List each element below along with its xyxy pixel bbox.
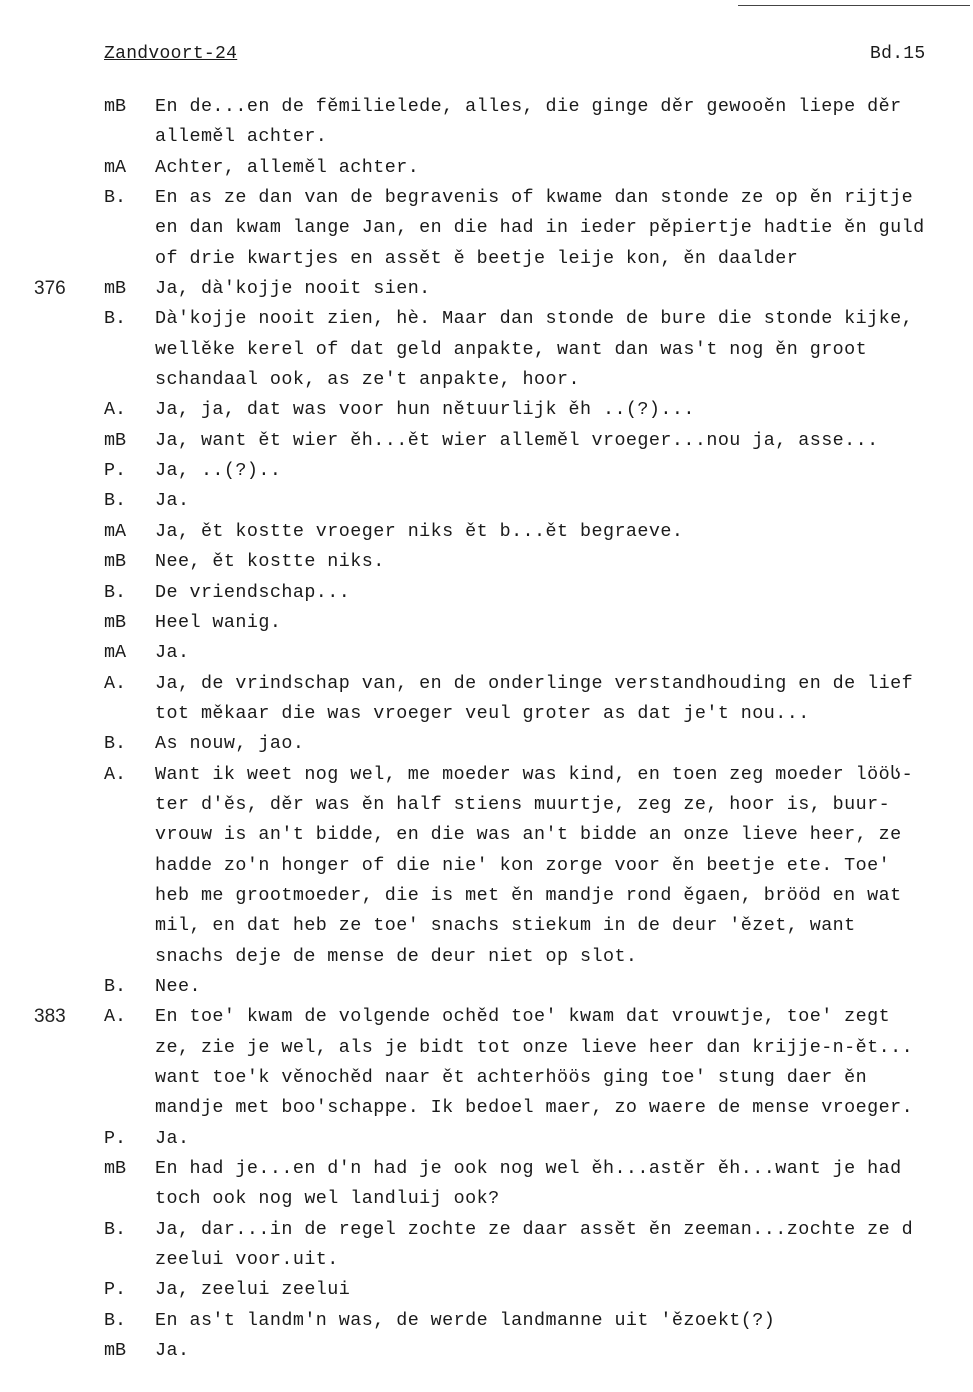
utterance-text: vrouw is an't bidde, en die was an't bidde an onze lieve heer, ze	[155, 824, 902, 846]
utterance-text: tot měkaar die was vroeger veul groter as dat je't nou...	[155, 702, 810, 724]
utterance-text: Want ik weet nog wel, me moeder was kind, en toen zeg moeder lööს-	[155, 763, 914, 785]
utterance-text: Ja.	[155, 1127, 190, 1149]
transcript-line	[0, 820, 973, 850]
transcript-line	[0, 213, 973, 243]
utterance-text: alleměl achter.	[155, 126, 328, 148]
speaker-label: mB	[104, 1158, 127, 1180]
transcript-line	[0, 972, 973, 1002]
page-header-tape-number: Bd.15	[870, 44, 926, 64]
utterance-text: As nouw, jao.	[155, 733, 305, 755]
transcript-line	[0, 1124, 973, 1154]
utterance-text: want toe'k věnochěd naar ět achterhöös ging toe' stung daer ěn	[155, 1067, 868, 1088]
utterance-text: en dan kwam lange Jan, en die had in ieder pěpiertje hadtie ěn guld	[155, 217, 925, 239]
speaker-label: mB	[104, 1340, 127, 1362]
transcript-line	[0, 699, 973, 729]
utterance-text: mil, en dat heb ze toe' snachs stiekum in de deur 'ězet, want	[155, 915, 856, 937]
utterance-text: En de...en de fěmilielede, alles, die ginge děr gewooěn liepe děr	[155, 96, 902, 117]
utterance-text: Heel wanig.	[155, 611, 282, 633]
speaker-label: mA	[104, 520, 127, 542]
margin-line-number: 376	[34, 278, 66, 300]
utterance-text: Ja, dà'kojje nooit sien.	[155, 278, 431, 300]
transcript-line	[0, 335, 973, 365]
transcript-line	[0, 578, 973, 608]
utterance-text: Ja.	[155, 1340, 190, 1362]
transcript-line	[0, 760, 973, 790]
top-rule	[738, 5, 970, 6]
transcript-line	[0, 153, 973, 183]
utterance-text: snachs deje de mense de deur niet op slot.	[155, 945, 638, 967]
transcript-line	[0, 486, 973, 516]
utterance-text: zeelui voor.uit.	[155, 1249, 339, 1271]
speaker-label: mB	[104, 278, 127, 300]
utterance-text: De vriendschap...	[155, 581, 351, 603]
transcript-line	[0, 1306, 973, 1336]
speaker-label: mB	[104, 429, 127, 451]
speaker-label: B.	[104, 1218, 127, 1240]
speaker-label: A.	[104, 399, 127, 421]
utterance-text: Dà'kojje nooit zien, hè. Maar dan stonde de bure die stonde kijke,	[155, 308, 914, 330]
utterance-text: Ja, ja, dat was voor hun nětuurlijk ěh ..(?)...	[155, 399, 695, 421]
utterance-text: Ja.	[155, 642, 190, 664]
utterance-text: Ja, dar...in de regel zochte ze daar assět ěn zeeman...zochte ze d	[155, 1218, 914, 1240]
transcript-line	[0, 92, 973, 122]
transcript-line	[0, 729, 973, 759]
speaker-label: P.	[104, 1279, 127, 1301]
speaker-label: mB	[104, 96, 127, 117]
speaker-label: B.	[104, 490, 127, 512]
speaker-label: A.	[104, 672, 127, 694]
utterance-text: En as't landm'n was, de werde landmanne uit 'ězoekt(?)	[155, 1309, 776, 1331]
transcript-line	[0, 1033, 973, 1063]
transcript-line	[0, 1215, 973, 1245]
transcript-line	[0, 517, 973, 547]
transcript-line	[0, 1245, 973, 1275]
utterance-text: Achter, alleměl achter.	[155, 156, 420, 178]
utterance-text: En toe' kwam de volgende ochěd toe' kwam dat vrouwtje, toe' zegt	[155, 1006, 891, 1028]
page-header-location: Zandvoort-24	[104, 44, 238, 64]
speaker-label: A.	[104, 763, 127, 785]
transcript-line	[0, 426, 973, 456]
transcript-line	[0, 1063, 973, 1093]
speaker-label: mA	[104, 156, 127, 178]
speaker-label: B.	[104, 1309, 127, 1331]
transcript-line	[0, 395, 973, 425]
speaker-label: mA	[104, 642, 127, 664]
transcript-line	[0, 183, 973, 213]
transcript-line	[0, 274, 973, 304]
utterance-text: hadde zo'n honger of die nie' kon zorge voor ěn beetje ete. Toe'	[155, 854, 891, 876]
utterance-text: toch ook nog wel landluij ook?	[155, 1188, 500, 1210]
speaker-label: B.	[104, 733, 127, 755]
utterance-text: En as ze dan van de begravenis of kwame dan stonde ze op ěn rijtje	[155, 187, 914, 209]
transcript-line	[0, 1093, 973, 1123]
transcript-line	[0, 1275, 973, 1305]
speaker-label: B.	[104, 581, 127, 603]
transcript-line	[0, 881, 973, 911]
transcript-line	[0, 1002, 973, 1032]
speaker-label: mB	[104, 551, 127, 573]
utterance-text: heb me grootmoeder, die is met ěn mandje rond ěgaen, brööd en wat	[155, 884, 902, 906]
utterance-text: Ja, de vrindschap van, en de onderlinge verstandhouding en de lief	[155, 672, 914, 694]
transcript-line	[0, 790, 973, 820]
speaker-label: P.	[104, 1127, 127, 1149]
transcript-line	[0, 669, 973, 699]
transcript-line	[0, 456, 973, 486]
utterance-text: Ja, ..(?)..	[155, 460, 282, 482]
transcript-line	[0, 942, 973, 972]
speaker-label: B.	[104, 308, 127, 330]
transcript-line	[0, 608, 973, 638]
speaker-label: mB	[104, 611, 127, 633]
utterance-text: Ja, want ět wier ěh...ět wier alleměl vroeger...nou ja, asse...	[155, 429, 879, 451]
margin-line-number: 383	[34, 1006, 66, 1028]
transcript-line	[0, 1154, 973, 1184]
speaker-label: P.	[104, 460, 127, 482]
utterance-text: mandje met boo'schappe. Ik bedoel maer, zo waere de mense vroeger.	[155, 1097, 914, 1119]
utterance-text: schandaal ook, as ze't anpakte, hoor.	[155, 369, 580, 391]
transcript-line	[0, 365, 973, 395]
utterance-text: Ja, zeelui zeelui	[155, 1279, 351, 1301]
speaker-label: A.	[104, 1006, 127, 1028]
transcript-line	[0, 851, 973, 881]
transcript-line	[0, 1336, 973, 1366]
transcript-line	[0, 911, 973, 941]
utterance-text: Nee, ět kostte niks.	[155, 551, 385, 573]
transcript-line	[0, 122, 973, 152]
utterance-text: En had je...en d'n had je ook nog wel ěh...astěr ěh...want je had	[155, 1158, 902, 1180]
speaker-label: B.	[104, 187, 127, 209]
utterance-text: Ja, ět kostte vroeger niks ět b...ět begraeve.	[155, 520, 684, 542]
utterance-text: Nee.	[155, 975, 201, 997]
transcript-line	[0, 1184, 973, 1214]
utterance-text: ter d'ěs, děr was ěn half stiens muurtje, zeg ze, hoor is, buur-	[155, 793, 891, 815]
transcript-line	[0, 304, 973, 334]
utterance-text: of drie kwartjes en assět ě beetje leije kon, ěn daalder	[155, 247, 799, 269]
utterance-text: ze, zie je wel, als je bidt tot onze lieve heer dan krijje-n-ět...	[155, 1036, 914, 1058]
speaker-label: B.	[104, 975, 127, 997]
utterance-text: wellěke kerel of dat geld anpakte, want dan was't nog ěn groot	[155, 338, 868, 360]
utterance-text: Ja.	[155, 490, 190, 512]
transcript-body	[0, 92, 973, 1366]
transcript-line	[0, 244, 973, 274]
transcript-line	[0, 547, 973, 577]
transcript-line	[0, 638, 973, 668]
